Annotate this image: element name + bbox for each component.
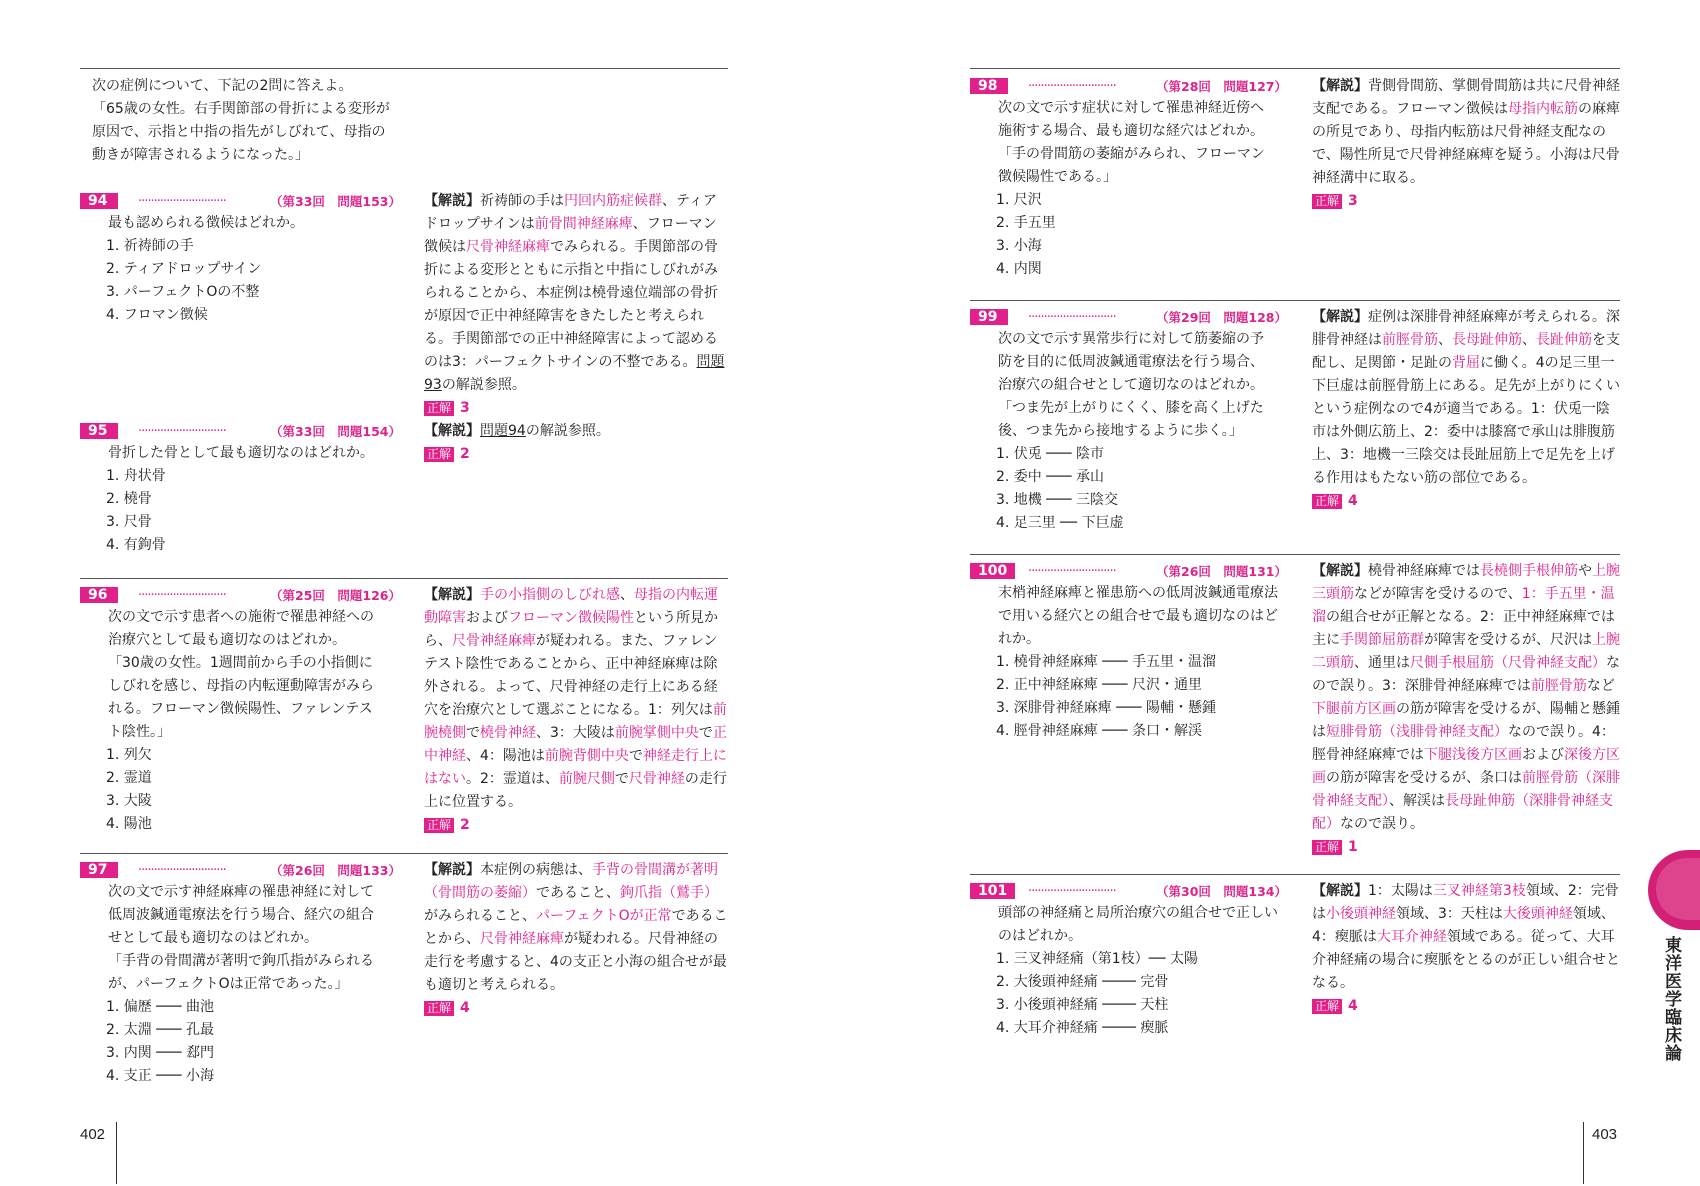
answer-value: 3 bbox=[460, 400, 470, 416]
option: 4. 脛骨神経麻痺 ─── 条口・解渓 bbox=[996, 723, 1202, 739]
keyword: 下腿前方区画 bbox=[1312, 701, 1396, 717]
question-94 bbox=[80, 190, 401, 327]
top-rule bbox=[970, 68, 1620, 69]
intro-lead: 次の症例について、下記の2問に答えよ。 bbox=[92, 78, 353, 94]
question-number: 99 bbox=[970, 309, 1008, 325]
dot-leader: ···························· bbox=[1028, 884, 1116, 899]
text: なので誤り。3：深腓骨神経麻痺では bbox=[1312, 655, 1620, 694]
text: の解説参照。 bbox=[441, 377, 526, 393]
answer-badge: 正解 bbox=[424, 401, 454, 416]
question-stem: 次の文で示す症状に対して罹患神経近傍へ施術する場合、最も適切な経穴はどれか。 bbox=[998, 100, 1264, 139]
dot-leader: ···························· bbox=[138, 588, 226, 603]
text: 、ティアドロップサインは bbox=[424, 193, 717, 232]
option: 1. 舟状骨 bbox=[106, 468, 166, 484]
option: 3. パーフェクトOの不整 bbox=[106, 284, 260, 300]
text: 、通里は bbox=[1354, 655, 1410, 671]
text: の筋が障害を受けるが、陽輔と懸鍾は bbox=[1312, 701, 1620, 740]
option: 2. 手五里 bbox=[996, 215, 1056, 231]
dot-leader: ···························· bbox=[138, 194, 226, 209]
question-number: 100 bbox=[970, 563, 1015, 579]
option: 4. フロマン徴候 bbox=[106, 307, 208, 323]
answer-badge: 正解 bbox=[424, 818, 454, 833]
keyword: 前腕掌側中央 bbox=[614, 725, 699, 741]
dot-leader: ···························· bbox=[1028, 79, 1116, 94]
option: 2. 太淵 ─── 孔最 bbox=[106, 1022, 214, 1038]
text: 、3：大陵は bbox=[536, 725, 615, 741]
keyword: 尺骨神経麻痺 bbox=[466, 239, 550, 255]
keyword: 母指内転筋 bbox=[1508, 101, 1578, 117]
keyword: 手背の骨間溝が著明（骨間筋の萎縮） bbox=[424, 862, 718, 901]
options-list bbox=[970, 948, 1280, 1040]
text: 背側骨間筋、掌側骨間筋は共に尺骨神経支配である。フローマン徴候は bbox=[1312, 78, 1620, 117]
keyword: 神経走行上にはない bbox=[424, 748, 727, 787]
explanation-label: 【解説】 bbox=[424, 423, 480, 439]
keyword: 上腕三頭筋 bbox=[1312, 563, 1620, 602]
case-text: 「手背の骨間溝が著明で鉤爪指がみられるが、パーフェクトOは正常であった。」 bbox=[108, 953, 374, 992]
answer-value: 1 bbox=[1348, 839, 1358, 855]
text: 領域である。従って、大耳介神経痛の場合に瘈脈をとるのが正しい組合せとなる。 bbox=[1312, 929, 1620, 991]
keyword: 尺骨神経麻痺 bbox=[452, 633, 536, 649]
text: であることから、 bbox=[424, 908, 728, 947]
question-number: 94 bbox=[80, 193, 118, 209]
page-number-bar bbox=[1583, 1122, 1584, 1184]
reference-link[interactable]: 問題93 bbox=[424, 354, 725, 393]
question-number: 97 bbox=[80, 862, 118, 878]
keyword: 前脛骨筋 bbox=[1530, 678, 1587, 694]
answer-value: 2 bbox=[460, 446, 470, 462]
explanation-label: 【解説】 bbox=[424, 587, 480, 603]
options-list bbox=[970, 189, 1270, 281]
option: 3. 小海 bbox=[996, 238, 1042, 254]
reference-link[interactable]: 問題94 bbox=[480, 423, 526, 439]
divider bbox=[970, 874, 1620, 875]
answer-badge: 正解 bbox=[424, 1001, 454, 1016]
question-source: （第26回 問題131） bbox=[1156, 564, 1287, 579]
question-stem: 末梢神経麻痺と罹患筋への低周波鍼通電療法で用いる経穴との組合せで最も適切なのはどれか。 bbox=[998, 585, 1278, 647]
text: なので誤り。 bbox=[1340, 816, 1424, 832]
question-98 bbox=[970, 75, 1287, 281]
explanation-96 bbox=[424, 584, 729, 837]
options-list bbox=[80, 465, 380, 557]
case-text: 「つま先が上がりにくく、膝を高く上げた後、つま先から接地するように歩く。」 bbox=[998, 400, 1264, 439]
keyword: 長母趾伸筋（深腓骨神経支配） bbox=[1312, 793, 1613, 832]
question-source: （第26回 問題133） bbox=[270, 863, 401, 878]
keyword: 長趾伸筋 bbox=[1536, 332, 1592, 348]
page-number: 402 bbox=[80, 1126, 106, 1143]
keyword: 尺側手根屈筋（尺骨神経支配） bbox=[1410, 655, 1606, 671]
option: 2. 大後頭神経痛 ──── 完骨 bbox=[996, 974, 1169, 990]
option: 1. 三叉神経痛（第1枝）── 太陽 bbox=[996, 951, 1199, 967]
option: 4. 大耳介神経痛 ──── 瘈脈 bbox=[996, 1020, 1169, 1036]
question-95 bbox=[80, 420, 401, 557]
text: の走行上に位置する。 bbox=[424, 771, 727, 810]
question-number: 95 bbox=[80, 423, 118, 439]
text: で bbox=[698, 725, 713, 741]
text: および bbox=[466, 610, 508, 626]
options-list bbox=[80, 235, 380, 327]
question-source: （第29回 問題128） bbox=[1156, 310, 1287, 325]
keyword: 背屈 bbox=[1452, 355, 1480, 371]
keyword: 手の小指側のしびれ感 bbox=[480, 587, 620, 603]
keyword: 円回内筋症候群 bbox=[564, 193, 662, 209]
explanation-97 bbox=[424, 859, 729, 1020]
option: 2. 霊道 bbox=[106, 770, 152, 786]
option: 1. 偏歴 ─── 曲池 bbox=[106, 999, 214, 1015]
question-97 bbox=[80, 859, 401, 1088]
explanation-label: 【解説】 bbox=[424, 193, 480, 209]
option: 3. 小後頭神経痛 ──── 天柱 bbox=[996, 997, 1169, 1013]
text: 1：太陽は bbox=[1368, 883, 1433, 899]
text: などが障害を受けるので、 bbox=[1354, 586, 1522, 602]
keyword: 1：手五里・温溜 bbox=[1312, 586, 1615, 625]
answer-value: 4 bbox=[1348, 493, 1358, 509]
divider bbox=[80, 853, 728, 854]
question-stem: 次の文で示す神経麻痺の罹患神経に対して低周波鍼通電療法を行う場合、経穴の組合せとして最も適切なのはどれか。 bbox=[108, 884, 374, 946]
explanation-label: 【解説】 bbox=[1312, 78, 1368, 94]
explanation-95 bbox=[424, 420, 729, 466]
page-number: 403 bbox=[1592, 1126, 1618, 1143]
option: 1. 尺沢 bbox=[996, 192, 1042, 208]
question-source: （第25回 問題126） bbox=[270, 588, 401, 603]
question-source: （第28回 問題127） bbox=[1156, 79, 1287, 94]
answer-badge: 正解 bbox=[1312, 840, 1342, 855]
question-stem: 次の文で示す患者への施術で罹患神経への治療穴として最も適切なのはどれか。 bbox=[108, 609, 374, 648]
intro-case: 「65歳の女性。右手関節部の骨折による変形が原因で、示指と中指の指先がしびれて、母指の動きが障害されるようになった。」 bbox=[92, 101, 390, 163]
question-stem: 骨折した骨として最も適切なのはどれか。 bbox=[108, 445, 374, 461]
question-source: （第33回 問題153） bbox=[270, 194, 401, 209]
keyword: 小後頭神経 bbox=[1326, 906, 1396, 922]
keyword: 長橈側手根伸筋 bbox=[1480, 563, 1578, 579]
text: 橈骨神経麻痺では bbox=[1368, 563, 1480, 579]
keyword: 深後方区画 bbox=[1312, 747, 1620, 786]
keyword: 前脛骨筋（深腓骨神経支配） bbox=[1312, 770, 1620, 809]
text: 領域、3：天柱は bbox=[1396, 906, 1503, 922]
question-number: 101 bbox=[970, 883, 1015, 899]
question-stem: 次の文で示す異常歩行に対して筋萎縮の予防を目的に低周波鍼通電療法を行う場合、治療穴の組合せとして適切なのはどれか。 bbox=[998, 331, 1264, 393]
question-source: （第33回 問題154） bbox=[270, 424, 401, 439]
text: 本症例の病態は、 bbox=[480, 862, 592, 878]
option: 4. 支正 ─── 小海 bbox=[106, 1068, 214, 1084]
question-99 bbox=[970, 306, 1287, 535]
explanation-label: 【解説】 bbox=[424, 862, 480, 878]
option: 1. 橈骨神経麻痺 ─── 手五里・温溜 bbox=[996, 654, 1216, 670]
section-label: 東洋医学臨床論 bbox=[1661, 936, 1681, 1062]
keyword: 下腿浅後方区画 bbox=[1424, 747, 1522, 763]
keyword: 鉤爪指（鷲手） bbox=[620, 885, 718, 901]
option: 3. 内関 ─── 郄門 bbox=[106, 1045, 214, 1061]
answer-value: 3 bbox=[1348, 193, 1358, 209]
text: で bbox=[614, 771, 629, 787]
keyword: 上腕二頭筋 bbox=[1312, 632, 1620, 671]
text: 、 bbox=[1438, 332, 1452, 348]
answer-value: 4 bbox=[460, 1000, 470, 1016]
explanation-101 bbox=[1312, 880, 1620, 1018]
option: 4. 内関 bbox=[996, 261, 1042, 277]
section-tab bbox=[1648, 850, 1700, 930]
keyword: 母指の内転運動障害 bbox=[424, 587, 718, 626]
text: 祈祷師の手は bbox=[480, 193, 564, 209]
keyword: 前腕橈側 bbox=[424, 702, 727, 741]
dot-leader: ···························· bbox=[1028, 310, 1116, 325]
text: が疑われる。また、ファレンテスト陰性であることから、正中神経麻痺は除外される。よって、尺骨神経の走行上にある経穴を治療穴として選ぶことになる。1：列欠は bbox=[424, 633, 718, 718]
answer-badge: 正解 bbox=[1312, 194, 1342, 209]
text: が疑われる。尺骨神経の走行を考慮すると、4の支正と小海の組合せが最も適切と考えられる。 bbox=[424, 931, 727, 993]
keyword: 長母趾伸筋 bbox=[1452, 332, 1522, 348]
explanation-label: 【解説】 bbox=[1312, 309, 1368, 325]
text: 、フローマン徴候は bbox=[424, 216, 717, 255]
text: 、 bbox=[1522, 332, 1536, 348]
question-100 bbox=[970, 560, 1287, 743]
text: 。2：霊道は、 bbox=[466, 771, 559, 787]
text: を支配し、足関節・足趾の bbox=[1312, 332, 1620, 371]
keyword: 大後頭神経 bbox=[1502, 906, 1573, 922]
question-stem: 最も認められる徴候はどれか。 bbox=[108, 215, 304, 231]
answer-value: 4 bbox=[1348, 998, 1358, 1014]
option: 3. 大陵 bbox=[106, 793, 152, 809]
text: の麻痺の所見であり、母指内転筋は尺骨神経支配なので、陽性所見で尺骨神経麻痺を疑う。小海は尺骨神経溝中に取る。 bbox=[1312, 101, 1620, 186]
text: がみられること、 bbox=[424, 908, 536, 924]
explanation-94 bbox=[424, 190, 729, 420]
text: 、4：陽池は bbox=[466, 748, 545, 764]
keyword: パーフェクトOが正常 bbox=[536, 908, 672, 924]
option: 4. 足三里 ── 下巨虚 bbox=[996, 515, 1124, 531]
text: 症例は深腓骨神経麻痺が考えられる。深腓骨神経は bbox=[1312, 309, 1620, 348]
keyword: 手関節屈筋群 bbox=[1340, 632, 1424, 648]
option: 1. 伏兎 ─── 陰市 bbox=[996, 446, 1104, 462]
option: 2. 橈骨 bbox=[106, 491, 152, 507]
option: 4. 陽池 bbox=[106, 816, 152, 832]
text: 、解渓は bbox=[1389, 793, 1445, 809]
text: の筋が障害を受けるが、条口は bbox=[1326, 770, 1522, 786]
text: で bbox=[466, 725, 480, 741]
keyword: 正中神経 bbox=[424, 725, 727, 764]
top-rule bbox=[80, 68, 728, 69]
text: 、 bbox=[620, 587, 634, 603]
answer-badge: 正解 bbox=[1312, 999, 1342, 1014]
keyword: 尺骨神経麻痺 bbox=[480, 931, 564, 947]
divider bbox=[80, 578, 728, 579]
case-intro bbox=[92, 75, 392, 167]
explanation-label: 【解説】 bbox=[1312, 563, 1368, 579]
keyword: 前骨間神経麻痺 bbox=[534, 216, 633, 232]
text: 領域、2：完骨は bbox=[1312, 883, 1619, 922]
question-number: 96 bbox=[80, 587, 118, 603]
keyword: 前腕背側中央 bbox=[544, 748, 629, 764]
explanation-99 bbox=[1312, 306, 1620, 513]
divider bbox=[970, 554, 1620, 555]
text: に働く。4の足三里一下巨虚は前脛骨筋上にある。足先が上がりにくいという症例なので4が適当である。1：伏兎一陰市は外側広筋上、2：委中は膝窩で承山は腓腹筋上、3：地機一三陰交は長趾屈筋上で足先を上げる作用はもたない筋の部位である。 bbox=[1312, 355, 1620, 486]
answer-value: 2 bbox=[460, 817, 470, 833]
text: でみられる。手関節部の骨折による変形とともに示指と中指にしびれがみられることから、本症例は橈骨遠位端部の骨折が原因で正中神経障害をきたしたと考えられる。手関節部での正中神経障害によって認めるのは3：パーフェクトサインの不整である。 bbox=[424, 239, 718, 370]
divider bbox=[970, 300, 1620, 301]
case-text: 「30歳の女性。1週間前から手の小指側にしびれを感じ、母指の内転運動障害がみられる。フローマン徴候陽性、ファレンテスト陰性。」 bbox=[108, 655, 374, 740]
options-list bbox=[970, 443, 1270, 535]
text: や bbox=[1578, 563, 1592, 579]
option: 2. 委中 ─── 承山 bbox=[996, 469, 1104, 485]
dot-leader: ···························· bbox=[1028, 564, 1116, 579]
keyword: 前脛骨筋 bbox=[1382, 332, 1438, 348]
dot-leader: ···························· bbox=[138, 863, 226, 878]
option: 2. 正中神経麻痺 ─── 尺沢・通里 bbox=[996, 677, 1202, 693]
text: が障害を受けるが、尺沢は bbox=[1424, 632, 1592, 648]
keyword: 三叉神経第3枝 bbox=[1432, 883, 1526, 899]
option: 3. 深腓骨神経麻痺 ─── 陽輔・懸鍾 bbox=[996, 700, 1216, 716]
option: 4. 有鉤骨 bbox=[106, 537, 166, 553]
text: の組合せが正解となる。2：正中神経麻痺では主に bbox=[1312, 609, 1615, 648]
question-stem: 頭部の神経痛と局所治療穴の組合せで正しいのはどれか。 bbox=[998, 905, 1278, 944]
text: など bbox=[1586, 678, 1615, 694]
text: の解説参照。 bbox=[525, 423, 610, 439]
keyword: 尺骨神経 bbox=[628, 771, 685, 787]
keyword: 大耳介神経 bbox=[1376, 929, 1447, 945]
question-number: 98 bbox=[970, 78, 1008, 94]
keyword: 短腓骨筋（浅腓骨神経支配） bbox=[1326, 724, 1508, 740]
text: であること、 bbox=[536, 885, 620, 901]
keyword: 前腕尺側 bbox=[558, 771, 615, 787]
answer-badge: 正解 bbox=[424, 447, 454, 462]
option: 2. ティアドロップサイン bbox=[106, 261, 262, 277]
options-list bbox=[80, 996, 385, 1088]
dot-leader: ···························· bbox=[138, 424, 226, 439]
page-number-bar bbox=[116, 1122, 117, 1184]
option: 1. 祈祷師の手 bbox=[106, 238, 194, 254]
options-list bbox=[970, 651, 1280, 743]
question-source: （第30回 問題134） bbox=[1156, 884, 1287, 899]
case-text: 「手の骨間筋の萎縮がみられ、フローマン徴候陽性である。」 bbox=[998, 146, 1265, 185]
keyword: 橈骨神経 bbox=[480, 725, 536, 741]
text: なので誤り。4：脛骨神経麻痺では bbox=[1312, 724, 1615, 763]
text: および bbox=[1522, 747, 1564, 763]
keyword: フローマン徴候陽性 bbox=[508, 610, 634, 626]
explanation-label: 【解説】 bbox=[1312, 883, 1368, 899]
text: という所見から、 bbox=[424, 610, 718, 649]
option: 3. 地機 ─── 三陰交 bbox=[996, 492, 1118, 508]
text: 領域、4：瘈脈は bbox=[1312, 906, 1615, 945]
right-page bbox=[850, 0, 1700, 1186]
question-101 bbox=[970, 880, 1287, 1040]
option: 1. 列欠 bbox=[106, 747, 152, 763]
option: 3. 尺骨 bbox=[106, 514, 152, 530]
options-list bbox=[80, 744, 385, 836]
answer-badge: 正解 bbox=[1312, 494, 1342, 509]
explanation-98 bbox=[1312, 75, 1620, 213]
question-96 bbox=[80, 584, 401, 836]
explanation-100 bbox=[1312, 560, 1620, 859]
text: で bbox=[628, 748, 643, 764]
